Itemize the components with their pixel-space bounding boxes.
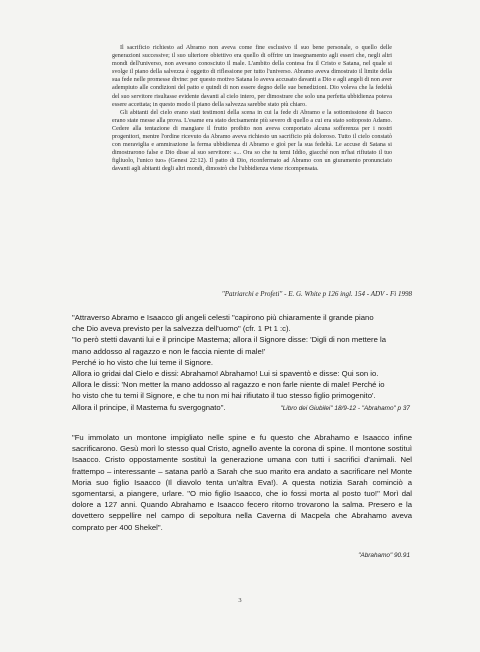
page-number: 3 — [238, 597, 242, 604]
jubilees-line: "Io però stetti davanti lui e il principe Mastema; allora il Signore disse: 'Digli di non mettere la — [72, 335, 386, 345]
abrahamo-block: "Fu immolato un montone impigliato nelle spine e fu questo che Abrahamo e Isaacco infine sacrificarono. Gesù morì lo stesso qual Cristo, agnello avente la corona di spine. Il montone sostituì Isaacco. Cristo oppostamente sostituì la generazione umana con tutti i sacrifici d'animali. Nel frattempo – interessante – satana parlò a Sarah che suo marito era andato a sacrificare nel Monte Moria suo figlio Isaacco (Il diavolo tenta un'altra Eva!). A questa notizia Sarah cominciò a sgomentarsi, a piangere, urlare. "O mio figlio Isaacco, che io fossi morta al posto tuo!" Morì dal dolore a 127 anni. Quando Abrahamo e Isaacco fecero ritorno trovarono la salma. Presero e la dovettero seppellire nel campo di sepoltura nella Caverna di Macpela che Abrahamo aveva comprato per 400 Shekel". — [72, 433, 412, 532]
jubilees-line: mano addosso al ragazzo e non le faccia niente di male!' — [72, 346, 266, 356]
jubilees-source-citation: "Libro dei Giubilei" 18/9-12 - "Abrahamo" p 37 — [280, 405, 410, 412]
jubilees-block — [72, 312, 412, 413]
quote-paragraph-1: Il sacrificio richiesto ad Abramo non aveva come fine esclusivo il suo bene personale, o quello delle generazioni successive; il suo ulteriore obiettivo era quello di offrire un insegnamento agli esseri che, negli altri mondi dell'universo, non avevano conosciuto il male. L'ambito della contesa fra il Cristo e Satana, nel quale si svolge il piano della salvezza è oggetto di riflessione per tutto l'universo. Abramo aveva dimostrato il limite della sua fede nelle promesse divine: per questo motivo Satana lo aveva accusato davanti a Dio e agli angeli di non aver adempiuto alle condizioni del patto e quindi di non essere degno delle sue benedizioni. Dio voleva che la fedeltà del suo servitore risultasse evidente davanti al cielo intero, per dimostrare che solo una perfetta ubbidienza poteva essere accettata; in questo modo il piano della salvezza sarebbe stato più chiaro. — [112, 45, 392, 108]
jubilees-line: Perché io ho visto che lui teme il Signore. — [72, 357, 214, 367]
white-quote-block — [112, 44, 392, 174]
jubilees-line: Allora io gridai dal Cielo e dissi: Abrahamo! Abrahamo! Lui si spaventò e disse: Qui son io. — [72, 369, 379, 379]
jubilees-line: che Dio aveva previsto per la salvezza dell'uomo" (cfr. 1 Pt 1 :c). — [72, 324, 291, 334]
jubilees-line: Allora il principe, il Mastema fu svergognato". — [72, 402, 226, 412]
quote-source-citation: "Patriarchi e Profeti" - E. G. White p 126 ingl. 154 - ADV - Fi 1998 — [221, 290, 412, 298]
jubilees-line: Allora le dissi: 'Non metter la mano addosso al ragazzo e non farle niente di male! Perché io — [72, 380, 385, 390]
quote-paragraph-2: Gli abitanti del cielo erano stati testimoni della scena in cui la fede di Abramo e la sottomissione di Isacco erano state messe alla prova. L'esame era stato decisamente più severo di quello a cui era stato sottoposto Adamo. Cedere alla tentazione di mangiare il frutto proibito non aveva comportato alcuna sofferenza per i nostri progenitori, mentre l'ordine ricevuto da Abramo aveva richiesto un sacrificio più doloroso. Tutto il cielo constatò con meraviglia e ammirazione la ferma ubbidienza di Abramo e gioì per la sua fedeltà. Le accuse di Satana si dimostrarono false e Dio disse al suo servitore: «... Ora so che tu temi Iddio, giacché non m'hai rifiutato il tuo figliuolo, l'unico tuo» (Genesi 22:12). Il patto di Dio, riconfermato ad Abramo con un giuramento pronunciato davanti agli abitanti degli altri mondi, dimostrò che l'ubbidienza viene ricompensata. — [112, 109, 392, 173]
abrahamo-source-citation: "Abrahamo" 90.91 — [358, 552, 410, 559]
jubilees-line: ho visto che tu temi il Signore, e che tu non mi hai rifiutato il tuo stesso figlio primogenito'. — [72, 391, 376, 401]
jubilees-line: "Attraverso Abramo e Isaacco gli angeli celesti "capirono più chiaramente il grande piano — [72, 313, 374, 322]
